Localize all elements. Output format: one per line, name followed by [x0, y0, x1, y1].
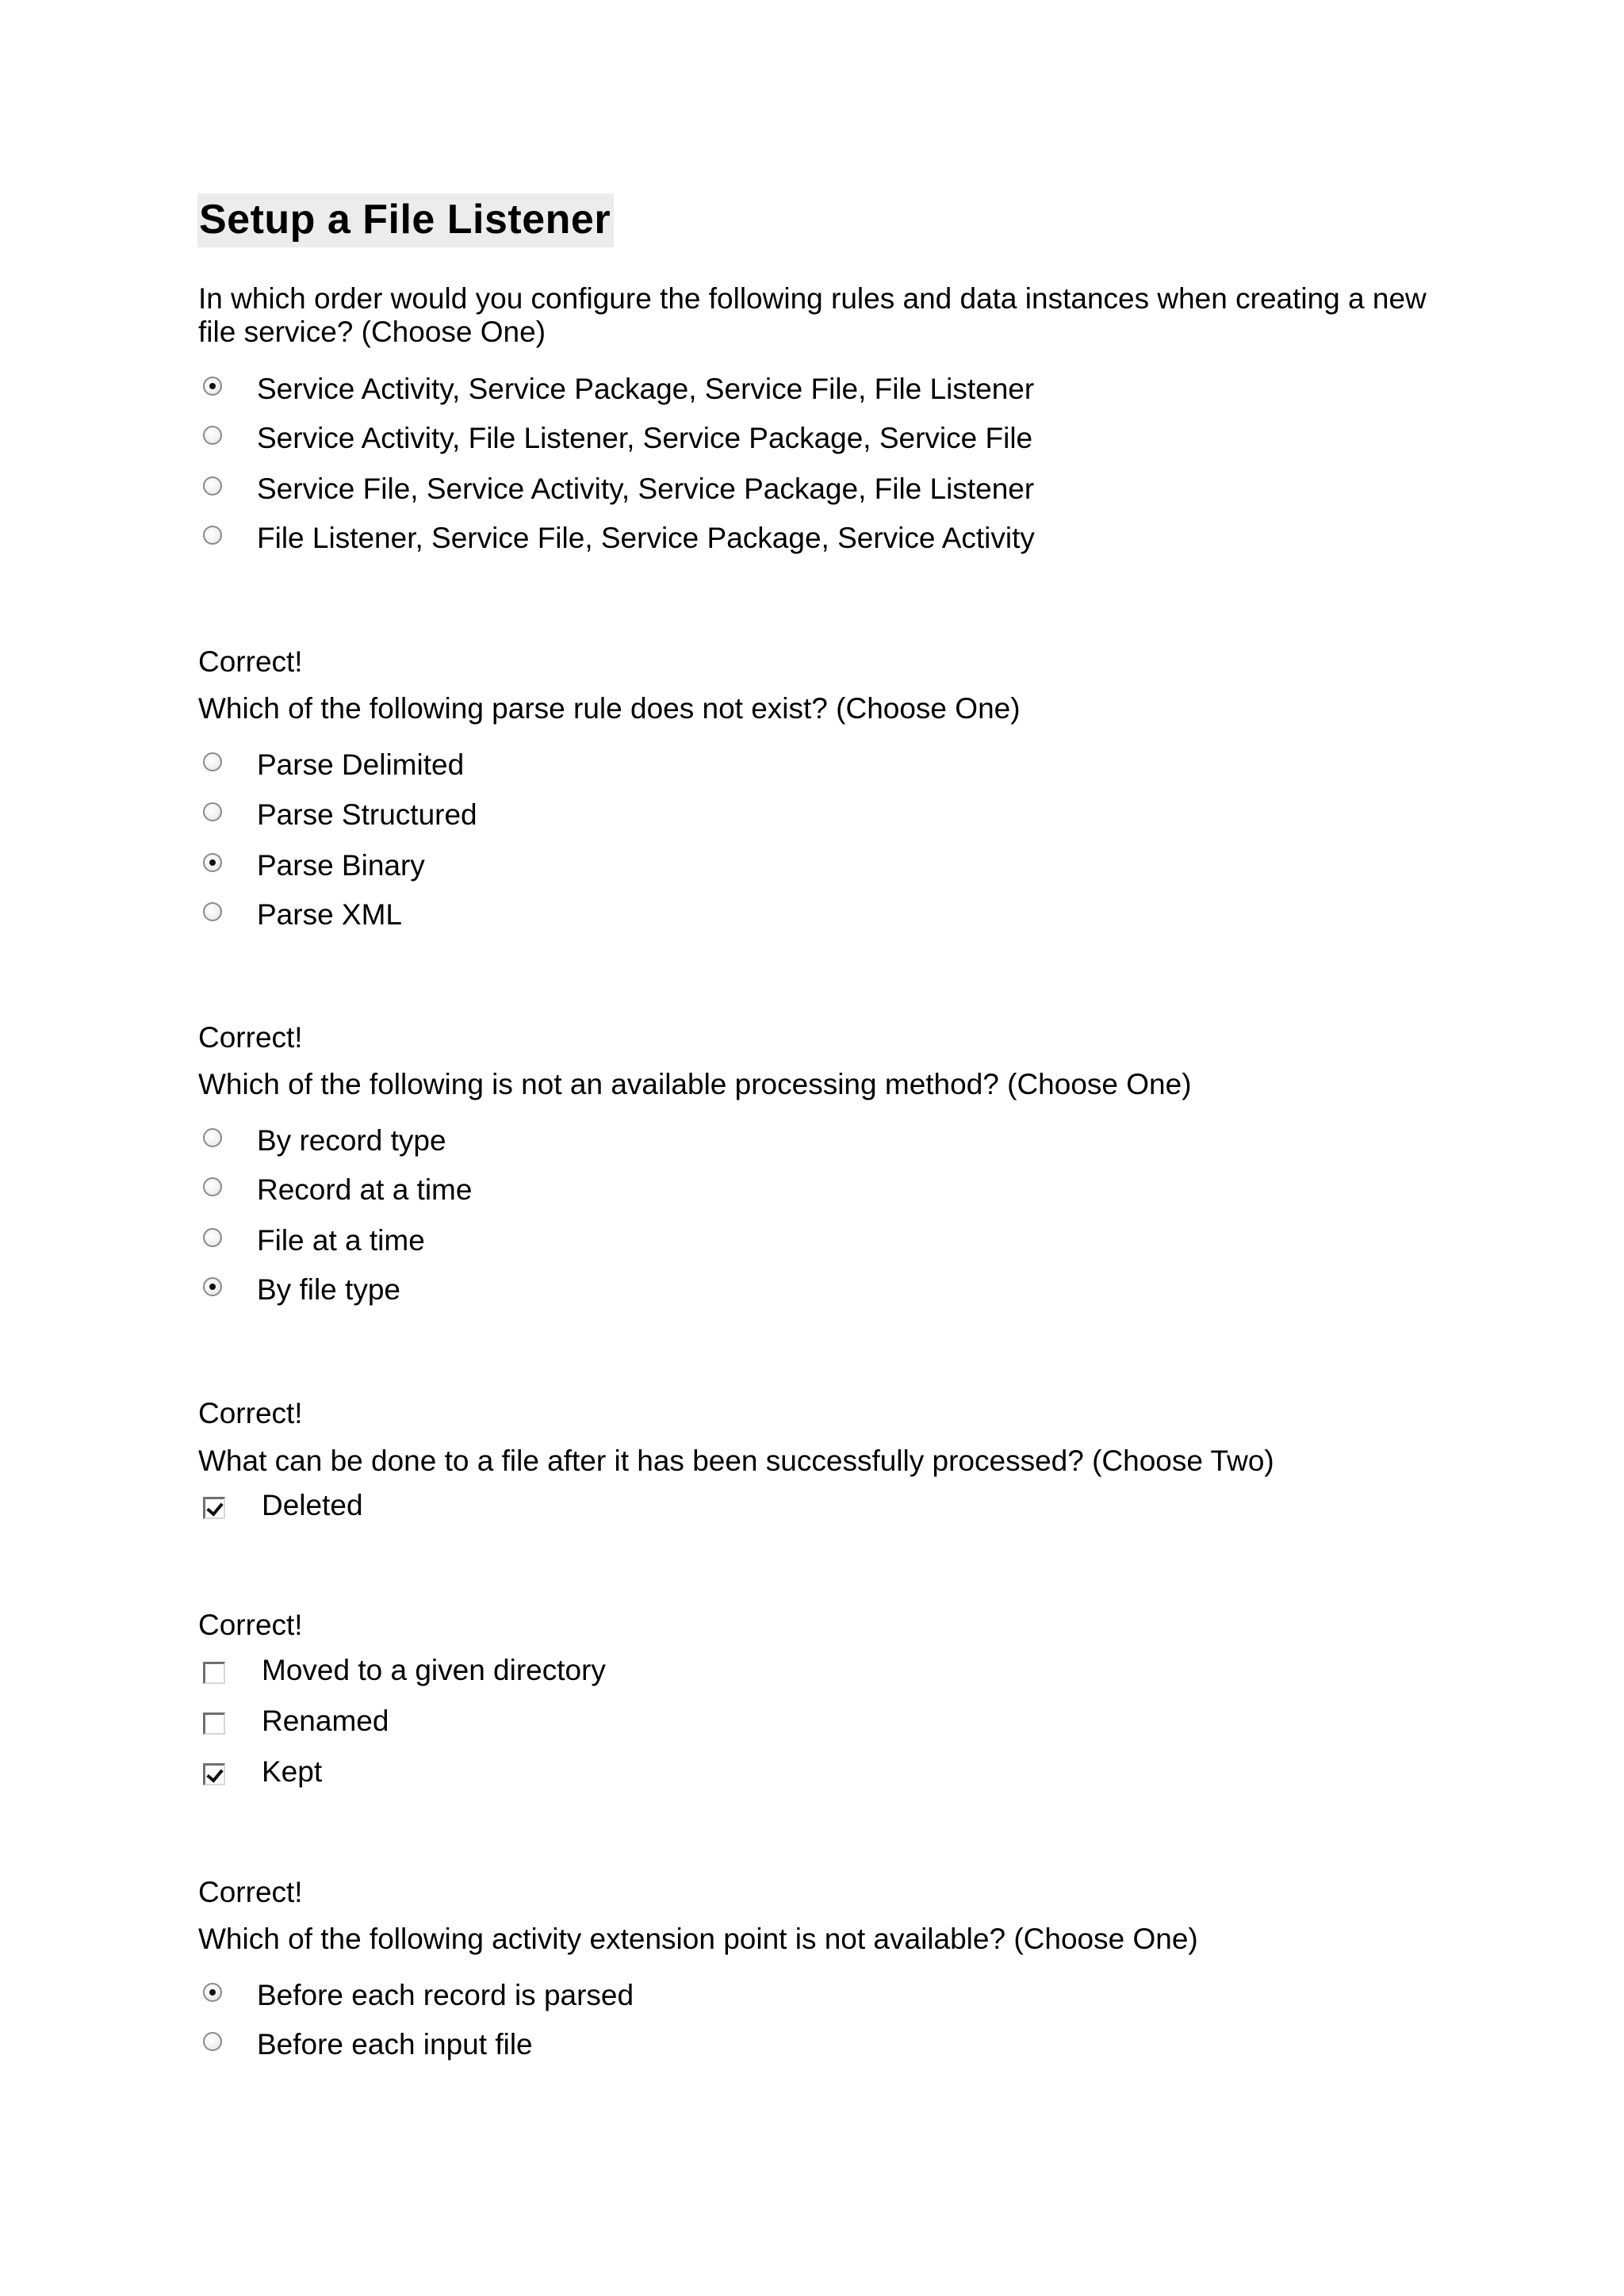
- radio-selected-icon[interactable]: [203, 853, 222, 872]
- checkbox-checked-icon[interactable]: [203, 1497, 225, 1519]
- q4-option-deleted-label: Deleted: [262, 1489, 363, 1521]
- checkbox-icon[interactable]: [203, 1662, 225, 1684]
- radio-icon[interactable]: [203, 426, 222, 445]
- q4-option-kept-label: Kept: [262, 1755, 323, 1788]
- q2-option-3-label: Parse Binary: [257, 849, 425, 882]
- radio-icon[interactable]: [203, 802, 222, 821]
- title-highlight: [197, 193, 614, 247]
- q3-option-1-label: By record type: [257, 1124, 446, 1157]
- q4-inline-feedback: Correct!: [198, 1609, 303, 1641]
- q4-feedback: Correct!: [198, 1876, 303, 1908]
- q3-option-3-label: File at a time: [257, 1224, 425, 1257]
- radio-selected-icon[interactable]: [203, 1277, 222, 1296]
- radio-icon[interactable]: [203, 1228, 222, 1247]
- q2-option-1-label: Parse Delimited: [257, 748, 465, 781]
- question-1-text: In which order would you configure the following rules and data instances when creating a new file service? (Choose One): [198, 282, 1427, 348]
- q2-option-4[interactable]: [203, 897, 402, 933]
- q2-option-4-label: Parse XML: [257, 898, 403, 931]
- q5-option-2-label: Before each input file: [257, 2028, 533, 2061]
- q1-option-4[interactable]: [203, 520, 1035, 557]
- q2-option-3[interactable]: [203, 848, 425, 884]
- radio-icon[interactable]: [203, 2032, 222, 2051]
- radio-icon[interactable]: [203, 476, 222, 496]
- q3-option-4-label: By file type: [257, 1273, 400, 1306]
- q5-option-2[interactable]: [203, 2026, 533, 2063]
- q4-option-deleted[interactable]: [203, 1487, 363, 1524]
- question-4-text: What can be done to a file after it has been successfully processed? (Choose Two): [198, 1445, 1274, 1477]
- q4-option-renamed[interactable]: [203, 1703, 389, 1739]
- question-2-text: Which of the following parse rule does not exist? (Choose One): [198, 692, 1021, 725]
- q3-option-3[interactable]: [203, 1223, 425, 1259]
- q4-option-moved-label: Moved to a given directory: [262, 1654, 606, 1686]
- q3-option-1[interactable]: [203, 1123, 446, 1159]
- radio-selected-icon[interactable]: [203, 377, 222, 396]
- q1-option-2-label: Service Activity, File Listener, Service Package, Service File: [257, 422, 1033, 454]
- radio-selected-icon[interactable]: [203, 1983, 222, 2002]
- q1-feedback: Correct!: [198, 645, 303, 678]
- radio-icon[interactable]: [203, 1128, 222, 1147]
- q1-option-1-label: Service Activity, Service Package, Service File, File Listener: [257, 373, 1035, 405]
- q4-option-moved[interactable]: [203, 1652, 606, 1689]
- q3-option-4[interactable]: [203, 1272, 400, 1308]
- page-title: Setup a File Listener: [199, 197, 611, 243]
- q3-feedback: Correct!: [198, 1397, 303, 1429]
- radio-icon[interactable]: [203, 902, 222, 921]
- radio-icon[interactable]: [203, 1177, 222, 1196]
- q5-option-1[interactable]: [203, 1977, 634, 2014]
- question-3-text: Which of the following is not an available processing method? (Choose One): [198, 1068, 1192, 1100]
- q4-option-renamed-label: Renamed: [262, 1705, 389, 1737]
- q4-option-kept[interactable]: [203, 1754, 322, 1790]
- q1-option-4-label: File Listener, Service File, Service Package, Service Activity: [257, 522, 1035, 554]
- checkbox-icon[interactable]: [203, 1712, 225, 1735]
- q1-option-2[interactable]: [203, 420, 1032, 457]
- q3-option-2[interactable]: [203, 1172, 472, 1208]
- q2-option-1[interactable]: [203, 747, 464, 783]
- q2-feedback: Correct!: [198, 1021, 303, 1054]
- q2-option-2-label: Parse Structured: [257, 798, 477, 831]
- q2-option-2[interactable]: [203, 797, 477, 833]
- q1-option-3-label: Service File, Service Activity, Service Package, File Listener: [257, 473, 1035, 505]
- q5-option-1-label: Before each record is parsed: [257, 1979, 634, 2011]
- q1-option-1[interactable]: [203, 371, 1034, 408]
- q1-option-3[interactable]: [203, 471, 1034, 507]
- question-5-text: Which of the following activity extension point is not available? (Choose One): [198, 1923, 1198, 1955]
- q3-option-2-label: Record at a time: [257, 1173, 473, 1206]
- checkbox-checked-icon[interactable]: [203, 1763, 225, 1785]
- radio-icon[interactable]: [203, 752, 222, 771]
- radio-icon[interactable]: [203, 526, 222, 545]
